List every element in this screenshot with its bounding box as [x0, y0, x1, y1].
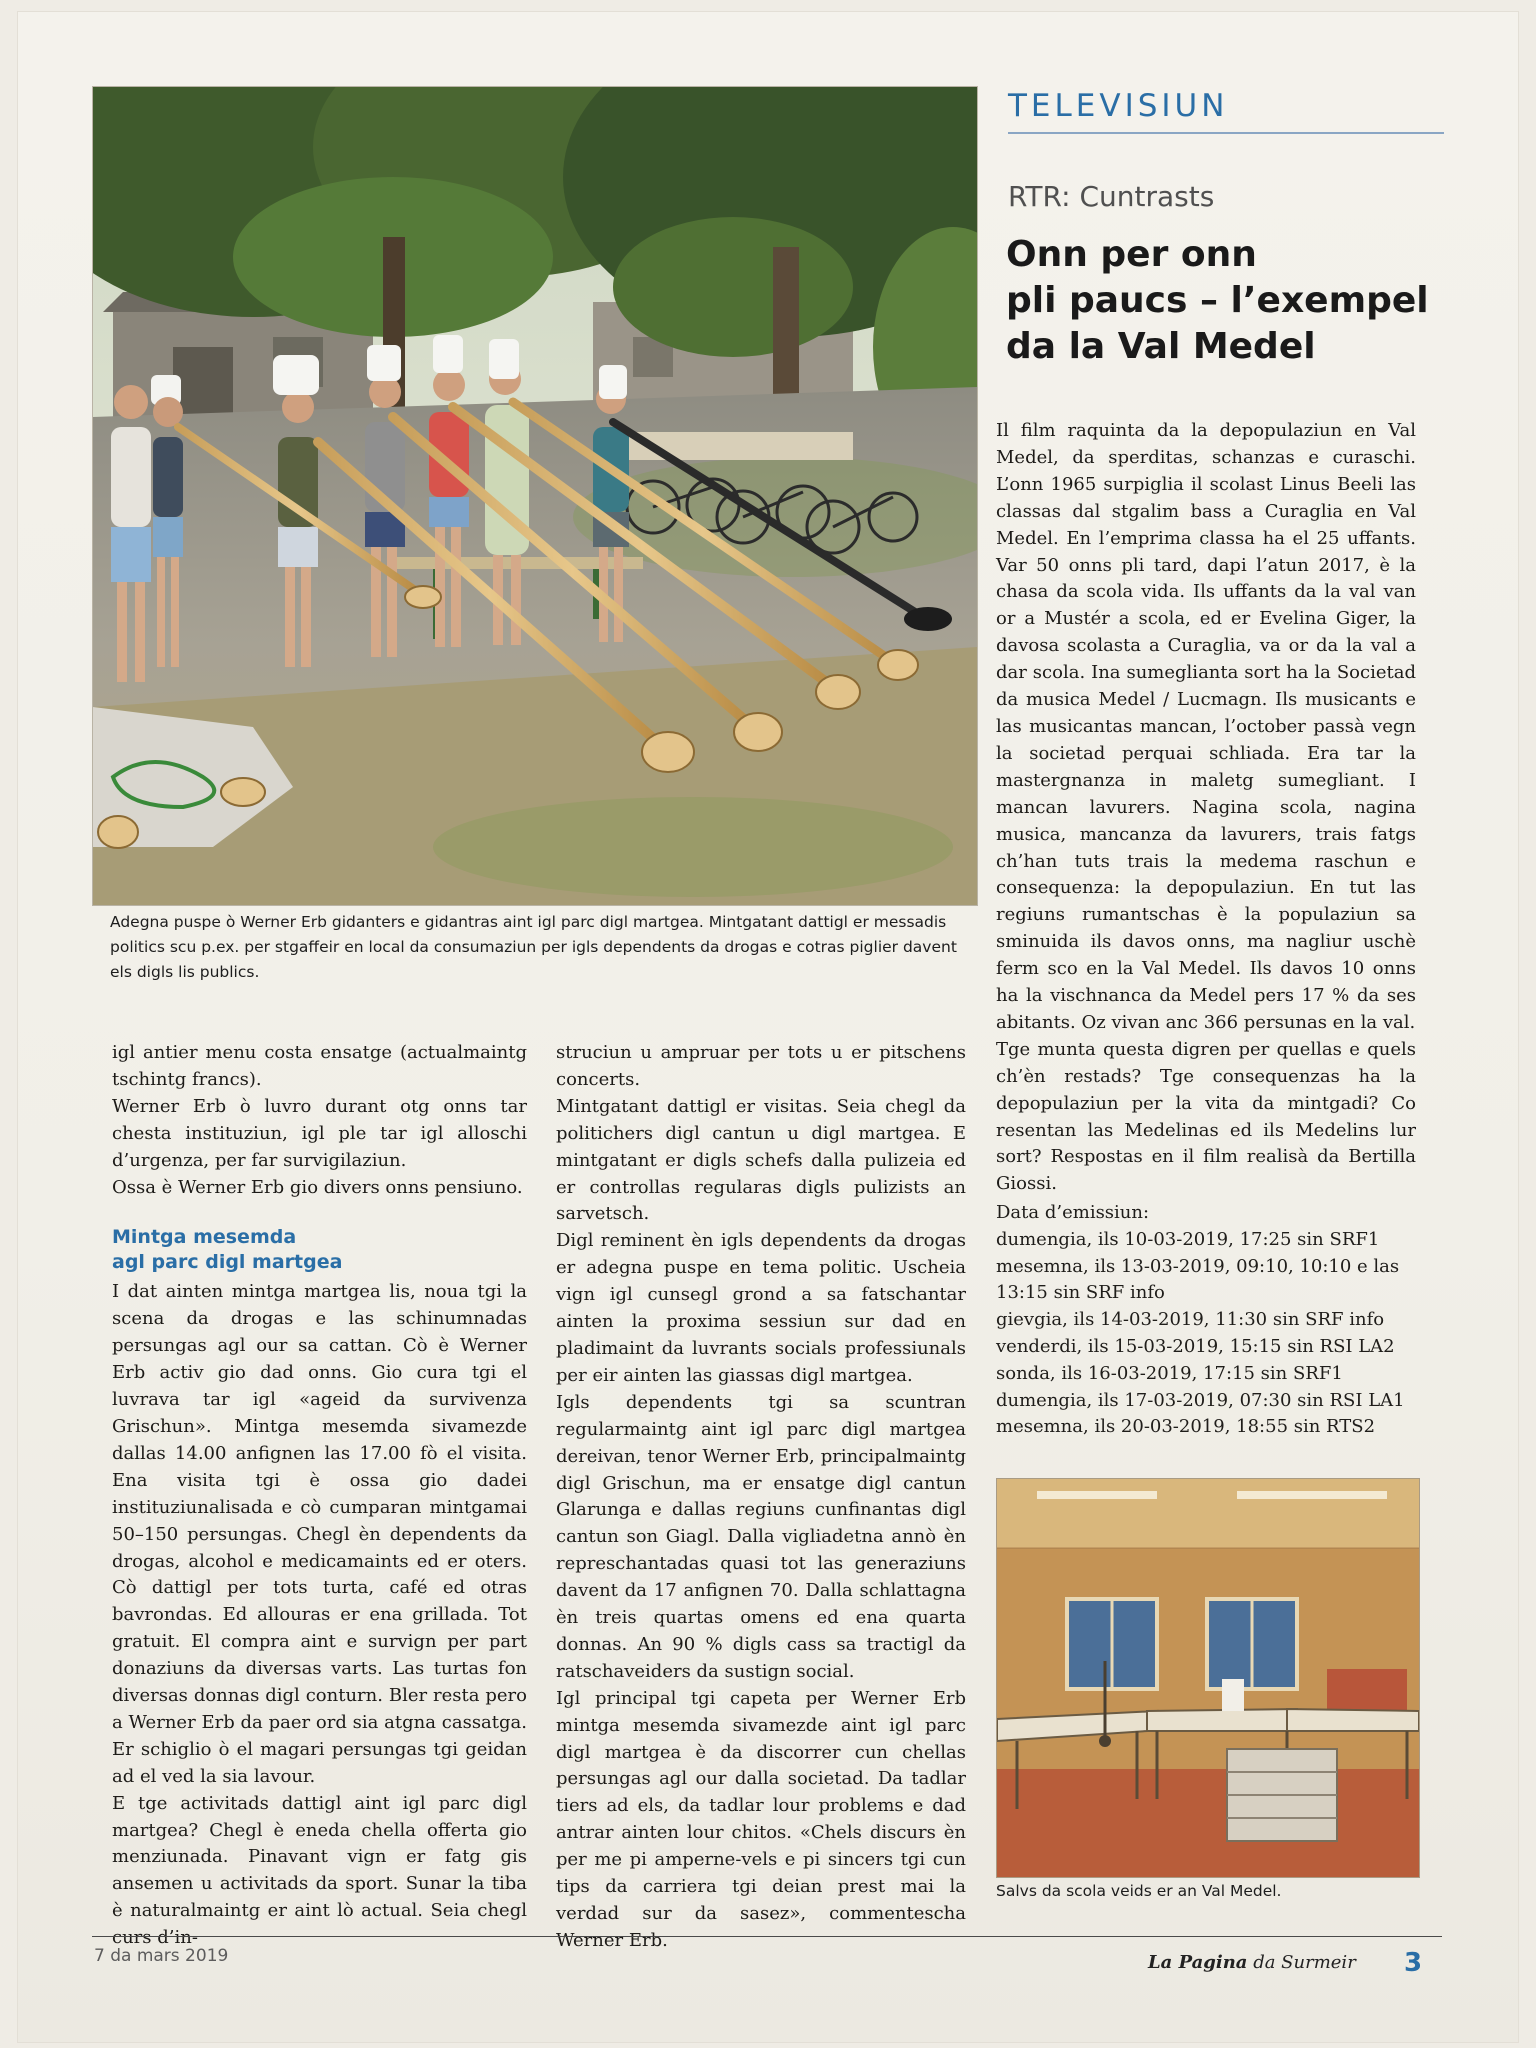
- tv-headline: [1006, 232, 1446, 370]
- paragraph: Ossa è Werner Erb gio divers onns pensiuno.: [112, 1176, 523, 1198]
- paragraph: struciun u ampruar per tots u er pitschens concerts.: [556, 1042, 966, 1090]
- footer-date: 7 da mars 2019: [94, 1946, 229, 1966]
- broadcast-item: dumengia, ils 10-03-2019, 17:25 sin SRF1: [996, 1228, 1380, 1250]
- broadcast-item: gievgia, ils 14-03-2019, 11:30 sin SRF info: [996, 1309, 1385, 1331]
- paragraph: I dat ainten mintga martgea lis, noua tgi la scena da drogas e las schinumnadas persungas agl our sa cattan. Cò è Werner Erb activ gio dad onns. Gio cura tgi el luvrava tar igl «ageid da survivenza Grischun». Mintga mesemda sivamezde dallas 14.00 anfignen las 17.00 fò el visita. Ena visita tgi è ossa gio dadei instituziunalisada e cò cumparan mintgamai 50–150 persungas. Chegl èn dependents da drogas, alcohol e medicamaints ed er oters. Cò dattigl per tots turta, café ed otras bavrondas. Ed allouras er ena grillada. Tot gratuit. El compra aint e survign per part donaziuns da diversas varts. Las turtas fon diversas donnas digl conturn. Bler resta pero a Werner Erb da paer ord sia atgna cassatga. Er schiglio ò el magari persungas tgi geidan ad el ved la sia lavour.: [112, 1281, 527, 1787]
- headline-line: da la Val Medel: [1006, 326, 1316, 367]
- paragraph: Mintgatant dattigl er visitas. Seia chegl da politichers digl cantun u digl martgea. E mintgatant er digls schefs dalla pulizeia ed er controllas regularas digls pulizists an sarvetsch.: [556, 1095, 966, 1225]
- article-column-2: [556, 1040, 966, 1955]
- broadcast-item: 13:15 sin SRF info: [996, 1282, 1165, 1304]
- paragraph: igl antier menu costa ensatge (actualmaintg tschintg francs).: [112, 1042, 527, 1090]
- headline-line: pli paucs – l’exempel: [1006, 280, 1429, 321]
- footer-divider: [92, 1936, 1442, 1937]
- paragraph: Il film raquinta da la depopulaziun en Val Medel, da sperditas, schanzas e curaschi. L’onn 1965 surpiglia il scolast Linus Beeli las classas dal stgalim bass a Curaglia en Val Medel. En l’emprima classa ha el 25 uffants. Var 50 onns pli tard, dapi l’atun 2017, è la chasa da scola vida. Ils uffants da la val van or a Mustér a scola, ed er Evelina Giger, la davosa scolasta a Curaglia, va or da la val a dar scola. Ina sumeglianta sort ha la Societad da musica Medel / Lucmagn. Ils musicants e las musicantas mancan, l’october passà vegn la societad perquai schliada. Era tar la mastergnanza in maletg sumegliant. I mancan lavurers. Nagina scola, nagina musica, mancanza da lavurers, trais fatgs ch’han tuts trais la medema raschun e consequenza: la depopulaziun. En tut las regiuns rumantschas è la populaziun sa sminuida ils davos onns, ma nagliur uschè ferm sco en la Val Medel. Ils davos 10 onns ha la vischnanca da Medel pers 17 % da ses abitants. Oz vivan anc 366 persunas en la val.: [996, 420, 1416, 1033]
- broadcast-item: venderdi, ils 15-03-2019, 15:15 sin RSI LA2: [996, 1335, 1395, 1357]
- broadcast-item: dumengia, ils 17-03-2019, 07:30 sin RSI LA1: [996, 1389, 1405, 1411]
- paragraph: Digl reminent èn igls dependents da drogas er adegna puspe en tema politic. Uscheia vign igl cunsegl grond a sa fatschantar ainten la proxima sessiun sur dad en pladimaint da luvrants socials professiunals per eir ainten las giassas digl martgea.: [556, 1230, 966, 1386]
- photo-caption: Adegna puspe ò Werner Erb gidanters e gidantras aint igl parc digl martgea. Mintgatant dattigl er messadis politics scu p.ex. per stgaffeir en local da consumaziun per igls dependents da drogas e cotras piglier davent els digls lis publics.: [110, 913, 957, 981]
- paragraph: Igls dependents tgi sa scuntran regularmaintg aint igl parc digl martgea dereivan, tenor Werner Erb, principalmaintg digl Grischun, ma er ensatge digl cantun Glarunga e dallas regiuns cunfinantas digl cantun son Giagl. Dalla vigliadetna annò èn represchantadas quasi tot las generaziuns davent da 17 anfignen 70. Dalla schlattagna èn treis quartas omens ed ena quarta donnas. An 90 % digls cass sa tractigl da ratschaveiders da sustign social.: [556, 1391, 966, 1682]
- subheading-line: agl parc digl martgea: [112, 1251, 343, 1274]
- publication-prefix: La Pagina: [1148, 1952, 1248, 1973]
- paragraph: Tge munta questa digren per quellas e quels ch’èn restads? Tge consequenzas ha la depopulaziun per la vita da mintgadi? Co resentan las Medelinas ed ils Medelins lur sort? Respostas en il film realisà da Bertilla Giossi.: [996, 1038, 1416, 1195]
- broadcast-title: Data d’emissiun:: [996, 1202, 1150, 1223]
- publication-suffix: da Surmeir: [1247, 1952, 1356, 1973]
- paragraph: Igl principal tgi capeta per Werner Erb mintga mesemda sivamezde aint igl parc digl martgea è da discorrer cun chellas persungas agl our dalla societad. Da tadlar tiers ad els, da tadlar lour problems e dad antrar ainten lour chitos. «Chels discurs èn per me pi amperne-vels e pi sincers tgi cun tips da carriera tgi deian prest mai la verdad sur da sasez», commentescha Werner Erb.: [556, 1687, 966, 1951]
- broadcast-item: mesemna, ils 13-03-2019, 09:10, 10:10 e las: [996, 1255, 1400, 1277]
- broadcast-schedule: [996, 1200, 1416, 1441]
- alphorn-players-photo: [92, 86, 978, 906]
- page-number: 3: [1404, 1948, 1423, 1978]
- classroom-photo: [996, 1478, 1420, 1878]
- section-label: TELEVISIUN: [1008, 88, 1444, 134]
- publication-name: [1148, 1952, 1356, 1973]
- headline-line: Onn per onn: [1006, 234, 1257, 275]
- broadcast-item: mesemna, ils 20-03-2019, 18:55 sin RTS2: [996, 1416, 1376, 1438]
- paragraph: Werner Erb ò luvro durant otg onns tar chesta instituziun, igl ple tar igl alloschi d’urgenza, per far survigilaziun.: [112, 1095, 527, 1171]
- broadcast-item: sonda, ils 16-03-2019, 17:15 sin SRF1: [996, 1362, 1343, 1384]
- paragraph: E tge activitads dattigl aint igl parc digl martgea? Chegl è eneda chella offerta gio menziunada. Pinavant vign er fatg gis ansemen u activitads da sport. Sunar la tiba è naturalmaintg er aint lò actual. Seia chegl curs d’in-: [112, 1792, 527, 1949]
- article-subheading: [112, 1225, 527, 1275]
- tv-article-body: [996, 418, 1416, 1198]
- tv-kicker: RTR: Cuntrasts: [1008, 180, 1215, 213]
- subheading-line: Mintga mesemda: [112, 1226, 297, 1249]
- article-column-1: [112, 1040, 527, 1952]
- classroom-caption: Salvs da scola veids er an Val Medel.: [996, 1882, 1282, 1900]
